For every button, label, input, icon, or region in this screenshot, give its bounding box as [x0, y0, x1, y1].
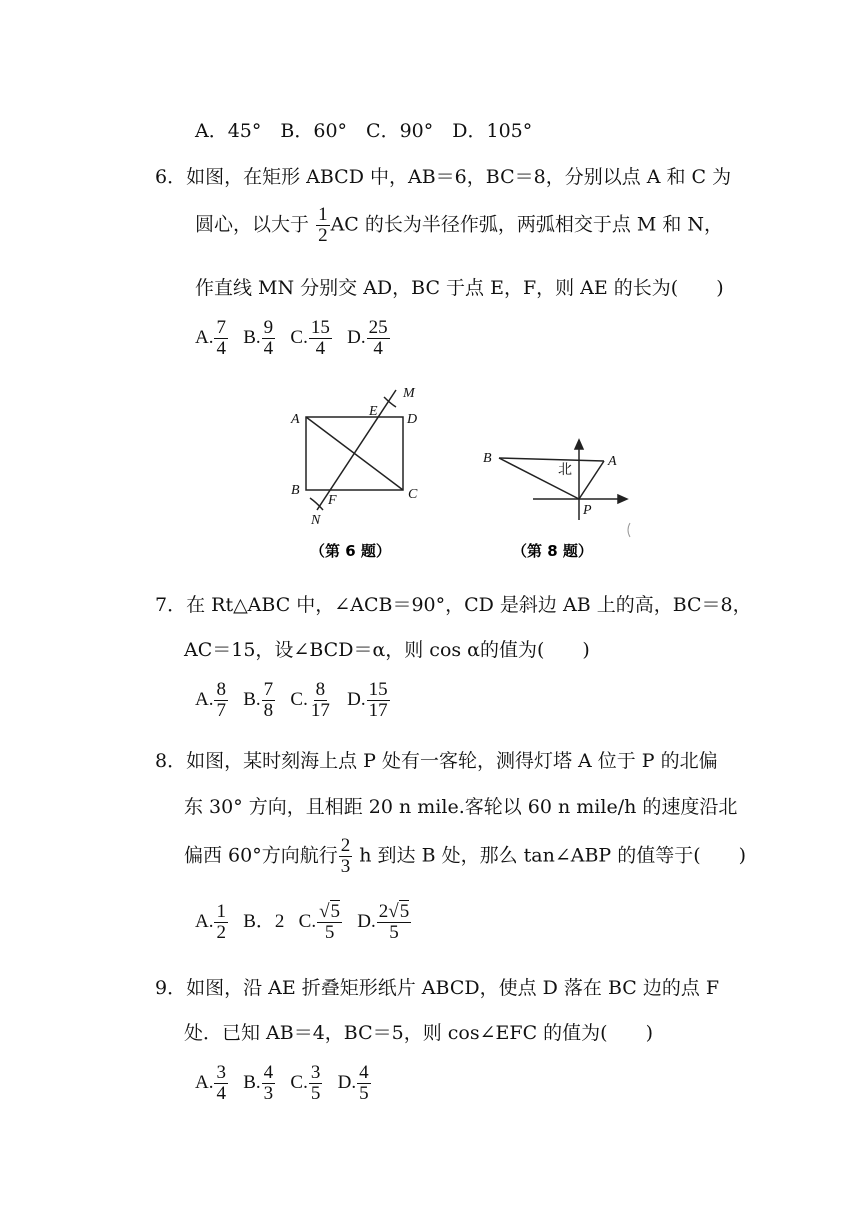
- figure-6: [306, 390, 403, 510]
- q8-option-a: A. $\frac{1}{2}$: [195, 901, 226, 943]
- figures: [270, 380, 650, 570]
- q8-option-d: D. $\frac{2√5}{5}$: [357, 901, 410, 943]
- label-b8: B: [483, 451, 492, 466]
- q6-line3: 作直线 MN 分别交 AD，BC 于点 E，F，则 AE 的长为( ): [195, 277, 724, 299]
- q9-line2: 处．已知 AB＝4，BC＝5，则 cos∠EFC 的值为( ): [184, 1022, 653, 1044]
- q5-options: A．45° B．60° C．90° D．105°: [195, 120, 533, 142]
- q8-option-c: C. $\frac{√5}{5}$: [298, 901, 341, 943]
- q6-line2: [195, 205, 723, 246]
- label-f: F: [328, 493, 337, 508]
- q7-option-d: D. $\frac{15}{17}$: [347, 679, 388, 721]
- north-arrow: [575, 440, 583, 449]
- q9-option-d: D. $\frac{4}{5}$: [337, 1062, 369, 1104]
- q6-number: 6．: [155, 166, 187, 188]
- q7-option-b: B. $\frac{7}{8}$: [243, 679, 274, 721]
- q7-option-c: C. $\frac{8}{17}$: [290, 679, 330, 721]
- q8-options: [195, 902, 412, 943]
- q7-options: [195, 680, 391, 721]
- caption-fig8: （第 8 题）: [512, 542, 593, 560]
- q8-text-1: 如图，某时刻海上点 P 处有一客轮，测得灯塔 A 位于 P 的北偏: [186, 750, 718, 772]
- q8-number: 8．: [155, 750, 187, 772]
- q9-options: [195, 1063, 372, 1104]
- q9-option-a: A. $\frac{3}{4}$: [195, 1062, 226, 1104]
- segment-ba: [499, 458, 604, 461]
- q6-text-2a: 圆心，以大于: [195, 213, 310, 236]
- q6-options: [195, 318, 391, 359]
- caption-fig6: （第 6 题）: [310, 542, 391, 560]
- q8-text-3b: h 到达 B 处，那么 tan∠ABP 的值等于( ): [353, 844, 747, 867]
- line-mn: [317, 390, 396, 510]
- q6-option-c: C. $\frac{15}{4}$: [290, 317, 330, 359]
- q6-text-2b: AC 的长为半径作弧，两弧相交于点 M 和 N，: [330, 213, 724, 236]
- q9-text-1: 如图，沿 AE 折叠矩形纸片 ABCD，使点 D 落在 BC 边的点 F: [186, 977, 720, 999]
- q8-line3: [184, 836, 746, 877]
- q6-line1: [155, 162, 731, 189]
- q7-number: 7．: [155, 594, 187, 616]
- label-e: E: [369, 404, 378, 419]
- label-c: C: [408, 487, 418, 502]
- q6-option-d: D. $\frac{25}{4}$: [347, 317, 388, 359]
- q7-text-1: 在 Rt△ABC 中，∠ACB＝90°，CD 是斜边 AB 上的高，BC＝8，: [186, 594, 752, 616]
- q8-text-3a: 偏西 60°方向航行: [184, 844, 338, 867]
- q7-line2: AC＝15，设∠BCD＝α，则 cos α的值为( ): [184, 639, 590, 661]
- label-m: M: [403, 386, 415, 401]
- q7-option-a: A. $\frac{8}{7}$: [195, 679, 226, 721]
- q8-line1: [155, 746, 718, 773]
- figure-8: [499, 440, 627, 520]
- q9-option-b: B. $\frac{4}{3}$: [243, 1062, 274, 1104]
- label-a8: A: [608, 454, 617, 469]
- segment-pa: [579, 461, 604, 499]
- scan-mark: [628, 523, 630, 537]
- label-north: 北: [558, 462, 572, 478]
- q6-option-b: B. $\frac{9}{4}$: [243, 317, 274, 359]
- label-a: A: [291, 412, 300, 427]
- label-n: N: [311, 513, 321, 528]
- label-p8: P: [583, 503, 592, 518]
- q7-line1: [155, 590, 752, 617]
- label-d: D: [407, 412, 418, 427]
- q8-fraction: $\frac{2}{3}$: [340, 835, 351, 877]
- q9-option-c: C. $\frac{3}{5}$: [290, 1062, 321, 1104]
- q8-option-b: B．2: [243, 910, 285, 932]
- q8-line2: 东 30° 方向，且相距 20 n mile.客轮以 60 n mile/h 的速度沿北: [184, 796, 738, 818]
- q6-option-a: A. $\frac{7}{4}$: [195, 317, 226, 359]
- east-arrow: [618, 495, 627, 503]
- q6-fraction: $\frac{1}{2}$: [318, 204, 328, 246]
- q9-line1: [155, 973, 719, 1000]
- label-b: B: [291, 483, 300, 498]
- q6-text-1: 如图，在矩形 ABCD 中，AB＝6，BC＝8，分别以点 A 和 C 为: [186, 166, 732, 188]
- q9-number: 9．: [155, 977, 187, 999]
